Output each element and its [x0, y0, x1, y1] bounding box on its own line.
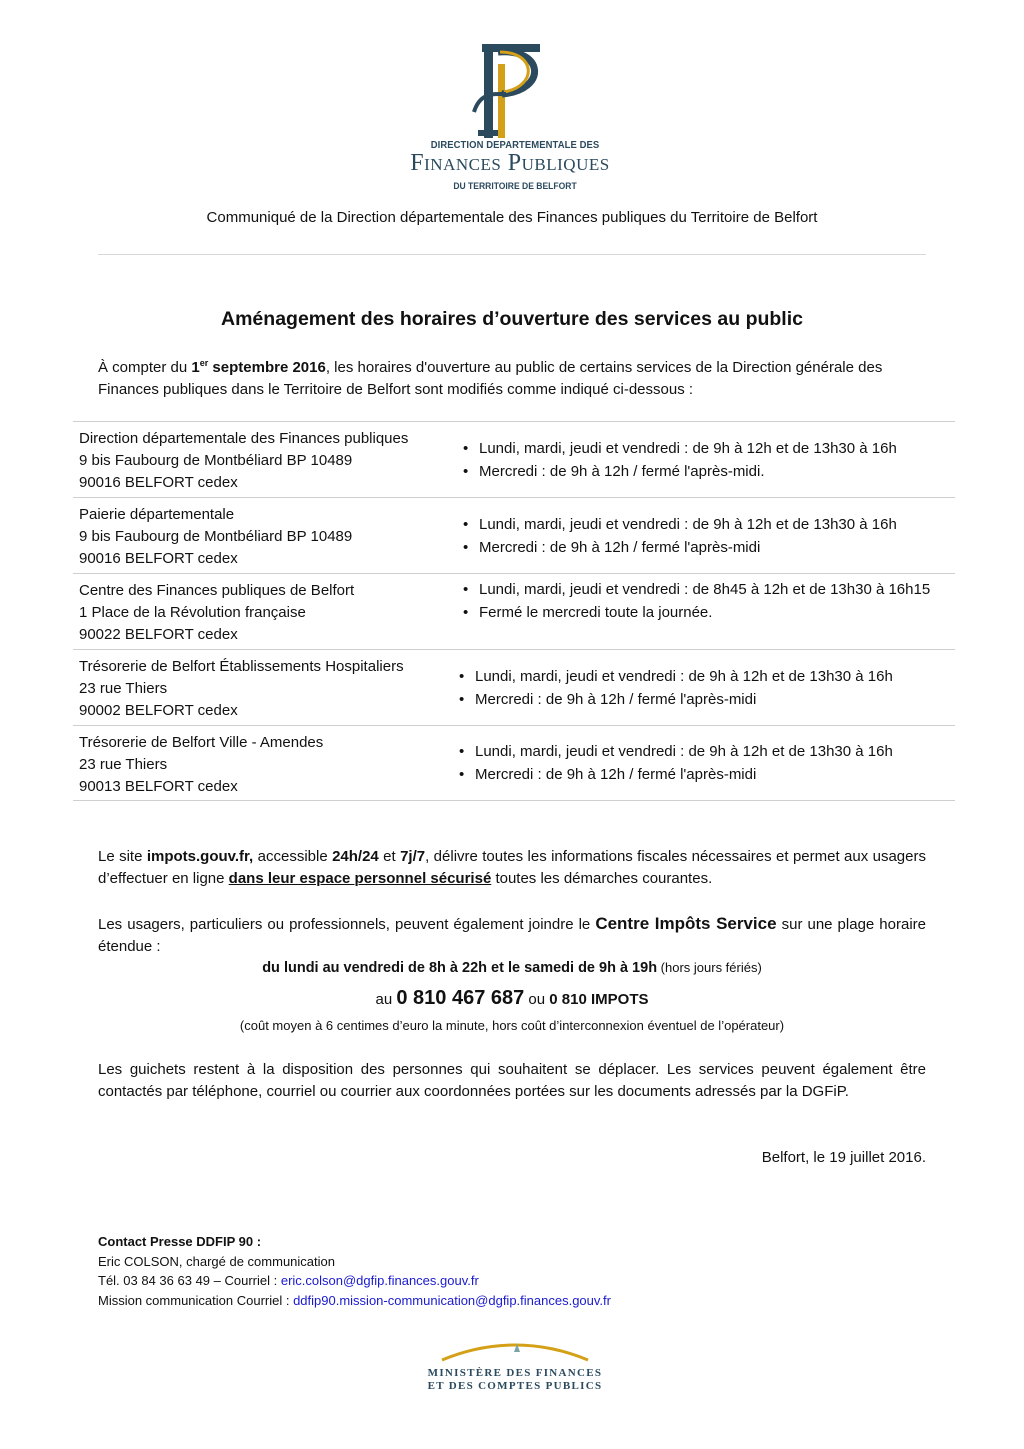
centre-impots-paragraph: Les usagers, particuliers ou professionnels, peuvent également joindre le Centre Impôts Service sur une plage horaire étendue : — [98, 914, 926, 955]
service-address: Direction départementale des Finances publiques 9 bis Faubourg de Montbéliard BP 10489 90016 BELFORT cedex — [79, 430, 409, 491]
ministry-logo: MINISTÈRE DES FINANCES ET DES COMPTES PUBLICS — [420, 1340, 610, 1393]
contact-person: Eric COLSON, chargé de communication — [98, 1253, 335, 1269]
service-address: Paierie départementale 9 bis Faubourg de Montbéliard BP 10489 90016 BELFORT cedex — [79, 506, 353, 567]
press-contact — [98, 1232, 611, 1310]
logo-text-direction: DIRECTION DEPARTEMENTALE DES — [430, 139, 600, 151]
contact-mission: Mission communication Courriel : ddfip90.mission-communication@dgfip.finances.gouv.fr — [98, 1292, 611, 1308]
dgfip-logo-icon — [472, 42, 552, 142]
ministry-arc-icon — [420, 1340, 610, 1362]
service-hours: • Lundi, mardi, jeudi et vendredi : de 8h45 à 12h et de 13h30 à 16h15 • Fermé le mercredi toute la journée. — [453, 574, 955, 649]
service-hours: • Lundi, mardi, jeudi et vendredi : de 9h à 12h et de 13h30 à 16h • Mercredi : de 9h à 12h / fermé l'après-midi. — [453, 422, 955, 497]
service-address: Trésorerie de Belfort Ville - Amendes 23 rue Thiers 90013 BELFORT cedex — [79, 734, 324, 795]
impots-site-paragraph: Le site impots.gouv.fr, accessible 24h/24 et 7j/7, délivre toutes les informations fiscales nécessaires et permet aux usagers d’effectuer en ligne dans leur espace personnel sécurisé toutes les démarches courantes. — [98, 848, 926, 887]
table-row — [73, 649, 955, 725]
call-center-hours: du lundi au vendredi de 8h à 22h et le samedi de 9h à 19h (hors jours fériés) — [262, 960, 762, 976]
service-hours: • Lundi, mardi, jeudi et vendredi : de 9h à 12h et de 13h30 à 16h • Mercredi : de 9h à 12h / fermé l'après-midi — [453, 650, 955, 725]
service-address: Centre des Finances publiques de Belfort 1 Place de la Révolution française 90022 BELFORT cedex — [79, 582, 355, 643]
intro-paragraph: À compter du 1er septembre 2016, les horaires d'ouverture au public de certains services de la Direction générale des Finances publiques dans le Territoire de Belfort sont modifiés comme indiqué ci-dessous : — [98, 358, 883, 398]
service-hours: • Lundi, mardi, jeudi et vendredi : de 9h à 12h et de 13h30 à 16h • Mercredi : de 9h à 12h / fermé l'après-midi — [453, 498, 955, 573]
header-divider — [98, 254, 926, 255]
table-row — [73, 497, 955, 573]
service-hours: • Lundi, mardi, jeudi et vendredi : de 9h à 12h et de 13h30 à 16h • Mercredi : de 9h à 12h / fermé l'après-midi — [453, 726, 955, 800]
services-hours-table — [73, 421, 955, 801]
phone-number-line: au 0 810 467 687 ou 0 810 IMPOTS — [375, 987, 649, 1009]
contact-tel: Tél. 03 84 36 63 49 – Courriel : eric.colson@dgfip.finances.gouv.fr — [98, 1273, 479, 1288]
communique-subtitle: Communiqué de la Direction départementale des Finances publiques du Territoire de Belfort — [206, 209, 818, 226]
email-link-mission[interactable]: ddfip90.mission-communication@dgfip.finances.gouv.fr — [293, 1292, 611, 1308]
table-row — [73, 725, 955, 801]
contact-heading: Contact Presse DDFIP 90 : — [98, 1234, 262, 1249]
logo-text-finances-publiques: Finances Publiques — [410, 150, 610, 176]
call-cost-note: (coût moyen à 6 centimes d’euro la minute, hors coût d’interconnexion éventuel de l’opérateur) — [239, 1018, 785, 1033]
table-row — [73, 573, 955, 649]
service-address: Trésorerie de Belfort Établissements Hospitaliers 23 rue Thiers 90002 BELFORT cedex — [79, 658, 404, 719]
table-row — [73, 421, 955, 497]
signature-date: Belfort, le 19 juillet 2016. — [761, 1149, 926, 1166]
page-title: Aménagement des horaires d’ouverture des services au public — [221, 308, 803, 330]
guichets-paragraph: Les guichets restent à la disposition des personnes qui souhaitent se déplacer. Les services peuvent également être contactés par téléphone, courriel ou courrier aux coordonnées portées sur les documents adressés par la DGFiP. — [98, 1061, 926, 1100]
logo-text-territoire: DU TERRITOIRE DE BELFORT — [453, 181, 577, 192]
email-link-colson[interactable]: eric.colson@dgfip.finances.gouv.fr — [280, 1273, 479, 1288]
